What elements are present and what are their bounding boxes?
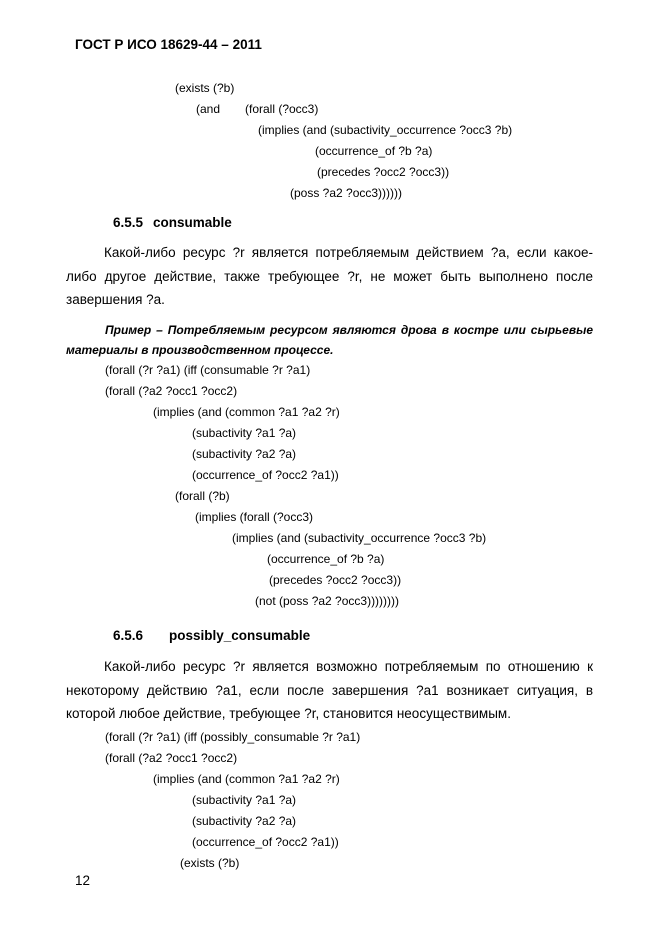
paragraph-line: Какой-либо ресурс ?r является возможно потребляемым по отношению к bbox=[104, 659, 593, 674]
paragraph-line: либо другое действие, также требующее ?r, не может быть выполнено после bbox=[66, 268, 593, 284]
example-line: материалы в производственном процессе. bbox=[66, 343, 334, 357]
code-line: (forall (?b) bbox=[175, 489, 230, 503]
paragraph-line: некоторому действию ?a1, если после завершения ?a1 возникает ситуация, в bbox=[66, 682, 593, 698]
axiom-block-656 bbox=[0, 727, 661, 874]
code-line: (precedes ?occ2 ?occ3)) bbox=[269, 573, 402, 587]
code-line: (subactivity ?a1 ?a) bbox=[192, 426, 297, 440]
code-line: (forall (?r ?a1) (iff (consumable ?r ?a1) bbox=[105, 363, 311, 377]
code-line: (forall (?a2 ?occ1 ?occ2) bbox=[105, 384, 238, 398]
paragraph-655 bbox=[66, 241, 593, 312]
example-note bbox=[66, 320, 593, 360]
paragraph-line: завершения ?a. bbox=[66, 292, 165, 307]
code-line: (implies (and (subactivity_occurrence ?occ3 ?b) bbox=[258, 123, 513, 137]
running-header: ГОСТ Р ИСО 18629-44 – 2011 bbox=[75, 37, 262, 52]
section-heading-6-5-5 bbox=[113, 215, 232, 231]
code-line: (not (poss ?a2 ?occ3)))))))) bbox=[255, 594, 400, 608]
code-token: (and bbox=[196, 102, 221, 116]
code-line: (subactivity ?a1 ?a) bbox=[192, 793, 297, 807]
section-title: possibly_consumable bbox=[169, 628, 311, 643]
code-line: (poss ?a2 ?occ3)))))) bbox=[290, 186, 403, 200]
code-token: (forall (?occ3) bbox=[245, 102, 319, 116]
paragraph-656 bbox=[66, 655, 593, 726]
example-line: Пример – Потребляемым ресурсом являются дрова в костре или сырьевые bbox=[105, 323, 593, 337]
page-number: 12 bbox=[75, 873, 91, 888]
code-line: (occurrence_of ?occ2 ?a1)) bbox=[192, 835, 339, 849]
section-number: 6.5.5 bbox=[113, 215, 144, 230]
code-line: (implies (and (subactivity_occurrence ?occ3 ?b) bbox=[232, 531, 487, 545]
axiom-block-654-tail bbox=[0, 78, 661, 204]
code-line: (exists (?b) bbox=[175, 81, 235, 95]
code-line: (subactivity ?a2 ?a) bbox=[192, 447, 297, 461]
code-line: (occurrence_of ?occ2 ?a1)) bbox=[192, 468, 339, 482]
code-line bbox=[0, 99, 661, 120]
section-title: consumable bbox=[153, 215, 232, 230]
paragraph-line: Какой-либо ресурс ?r является потребляемым действием ?a, если какое- bbox=[104, 245, 593, 260]
axiom-block-655 bbox=[0, 360, 661, 612]
code-line: (implies (forall (?occ3) bbox=[195, 510, 314, 524]
section-heading-6-5-6 bbox=[113, 628, 310, 644]
code-line: (implies (and (common ?a1 ?a2 ?r) bbox=[153, 772, 340, 786]
code-line: (exists (?b) bbox=[180, 856, 240, 870]
code-line: (subactivity ?a2 ?a) bbox=[192, 814, 297, 828]
code-line: (occurrence_of ?b ?a) bbox=[315, 144, 433, 158]
paragraph-line: которой любое действие, требующее ?r, становится неосуществимым. bbox=[66, 706, 511, 721]
code-line: (precedes ?occ2 ?occ3)) bbox=[317, 165, 450, 179]
code-line: (implies (and (common ?a1 ?a2 ?r) bbox=[153, 405, 340, 419]
section-number: 6.5.6 bbox=[113, 628, 144, 643]
code-line: (forall (?a2 ?occ1 ?occ2) bbox=[105, 751, 238, 765]
code-line: (forall (?r ?a1) (iff (possibly_consumable ?r ?a1) bbox=[105, 730, 361, 744]
code-line: (occurrence_of ?b ?a) bbox=[267, 552, 385, 566]
